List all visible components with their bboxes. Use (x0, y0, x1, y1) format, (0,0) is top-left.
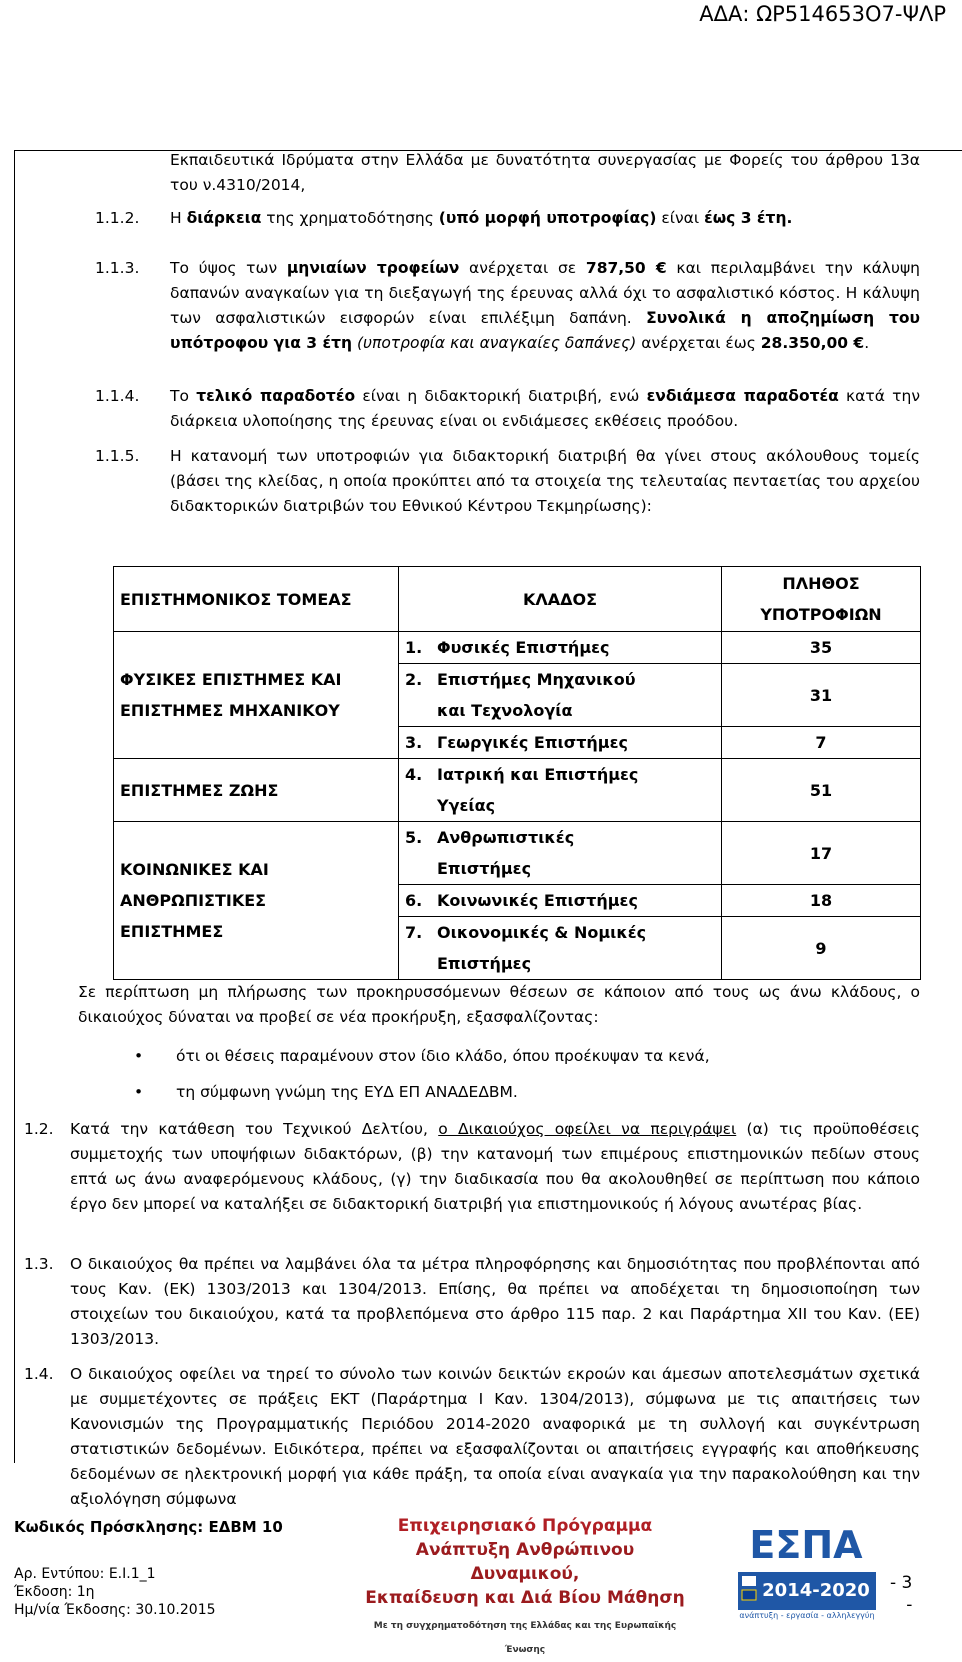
call-code: Κωδικός Πρόσκλησης: ΕΔΒΜ 10 (14, 1518, 283, 1536)
bullet-item: • τη σύμφωνη γνώμη της ΕΥΔ ΕΠ ΑΝΑΔΕΔΒΜ. (142, 1080, 922, 1105)
operational-programme-logo: Επιχειρησιακό Πρόγραμμα Ανάπτυξη Ανθρώπινου Δυναμικού, Εκπαίδευση και Διά Βίου Μάθηση Με τη συγχρηματοδότηση της Ελλάδας και της Ευρωπαϊκής Ένωσης (365, 1516, 685, 1655)
section-number: 1.3. (24, 1255, 54, 1273)
edition-date: Ημ/νία Έκδοσης: 30.10.2015 (14, 1602, 216, 1618)
bullet-dot: • (134, 1083, 144, 1101)
section-number: 1.1.5. (95, 447, 140, 465)
branch-count: 18 (722, 885, 921, 917)
branch-count: 17 (722, 822, 921, 885)
eu-flag-icon (742, 1590, 756, 1600)
bullet-item: • ότι οι θέσεις παραμένουν στον ίδιο κλάδο, όπου προέκυψαν τα κενά, (142, 1044, 922, 1069)
bullet-dot: • (134, 1047, 144, 1065)
espa-logo (738, 1514, 876, 1622)
sector-social-humanities: ΚΟΙΝΩΝΙΚΕΣ ΚΑΙ ΑΝΘΡΩΠΙΣΤΙΚΕΣ ΕΠΙΣΤΗΜΕΣ (114, 822, 399, 980)
branch-name: 6. Κοινωνικές Επιστήμες (399, 885, 722, 917)
intro-paragraph: Εκπαιδευτικά Ιδρύματα στην Ελλάδα με δυνατότητα συνεργασίας με Φορείς του άρθρου 13α του ν.4310/2014, (170, 151, 920, 194)
branch-count: 35 (722, 632, 921, 664)
section-number: 1.1.4. (95, 387, 140, 405)
branch-count: 51 (722, 759, 921, 822)
branch-count: 7 (722, 727, 921, 759)
form-number: Αρ. Εντύπου: Ε.Ι.1_1 (14, 1566, 156, 1582)
section-number: 1.2. (24, 1120, 54, 1138)
ada-code: ΑΔΑ: ΩΡ514653Ο7-ΨΛΡ (699, 2, 946, 26)
section-number: 1.1.3. (95, 259, 140, 277)
sector-physical-engineering: ΦΥΣΙΚΕΣ ΕΠΙΣΤΗΜΕΣ ΚΑΙ ΕΠΙΣΤΗΜΕΣ ΜΗΧΑΝΙΚΟΥ (114, 632, 399, 759)
section-number: 1.1.2. (95, 209, 140, 227)
branch-count: 9 (722, 917, 921, 980)
header-count: ΠΛΗΘΟΣ ΥΠΟΤΡΟΦΙΩΝ (722, 567, 921, 632)
espa-text: ΕΣΠΑ (749, 1523, 863, 1567)
table-header-row (114, 567, 921, 632)
espa-years: 2014-2020 (762, 1580, 870, 1601)
table-row (114, 759, 921, 822)
espa-slogan: ανάπτυξη - εργασία - αλληλεγγύη (739, 1611, 875, 1620)
greek-flag-icon (742, 1576, 756, 1586)
branch-name: 7. Οικονομικές & Νομικές Επιστήμες (399, 917, 722, 980)
section-number: 1.4. (24, 1365, 54, 1383)
table-row (114, 632, 921, 664)
section-1-4: 1.4. Ο δικαιούχος οφείλει να τηρεί το σύνολο των κοινών δεικτών εκροών και άμεσων αποτελεσμάτων σχετικά με συμμετέχοντες σε πράξεις ΕΚΤ (Παράρτημα Ι Καν. 1304/2013), σύμφωνα με τις απαιτήσεις των Κανονισμών της Προγραμματικής Περιόδου 2014-2020 αναφορικά με τη συλλογή και συγκέντρωση στατιστικών δεδομένων. Ειδικότερα, πρέπει να εξασφαλίζονται οι απαιτήσεις εγγραφής και αποθήκευσης δεδομένων σε ηλεκτρονική μορφή για κάθε πράξη, τα οποία είναι αναγκαία για την παρακολούθηση και την αξιολόγηση σύμφωνα (24, 1362, 920, 1462)
branch-count: 31 (722, 664, 921, 727)
branch-name: 3. Γεωργικές Επιστήμες (399, 727, 722, 759)
page-number: - 3 - (890, 1573, 913, 1615)
header-sector: ΕΠΙΣΤΗΜΟΝΙΚΟΣ ΤΟΜΕΑΣ (114, 567, 399, 632)
branch-name: 2. Επιστήμες Μηχανικού και Τεχνολογία (399, 664, 722, 727)
header-branch: ΚΛΑΔΟΣ (399, 567, 722, 632)
table-row (114, 822, 921, 885)
edition: Έκδοση: 1η (14, 1584, 95, 1600)
branch-name: 4. Ιατρική και Επιστήμες Υγείας (399, 759, 722, 822)
allocation-table (113, 566, 921, 980)
branch-name: 1. Φυσικές Επιστήμες (399, 632, 722, 664)
sector-life-sciences: ΕΠΙΣΤΗΜΕΣ ΖΩΗΣ (114, 759, 399, 822)
after-table-paragraph: Σε περίπτωση μη πλήρωσης των προκηρυσσόμενων θέσεων σε κάποιον από τους ως άνω κλάδους, ο δικαιούχος δύναται να προβεί σε νέα προκήρυξη, εξασφαλίζοντας: (78, 983, 920, 1026)
branch-name: 5. Ανθρωπιστικές Επιστήμες (399, 822, 722, 885)
